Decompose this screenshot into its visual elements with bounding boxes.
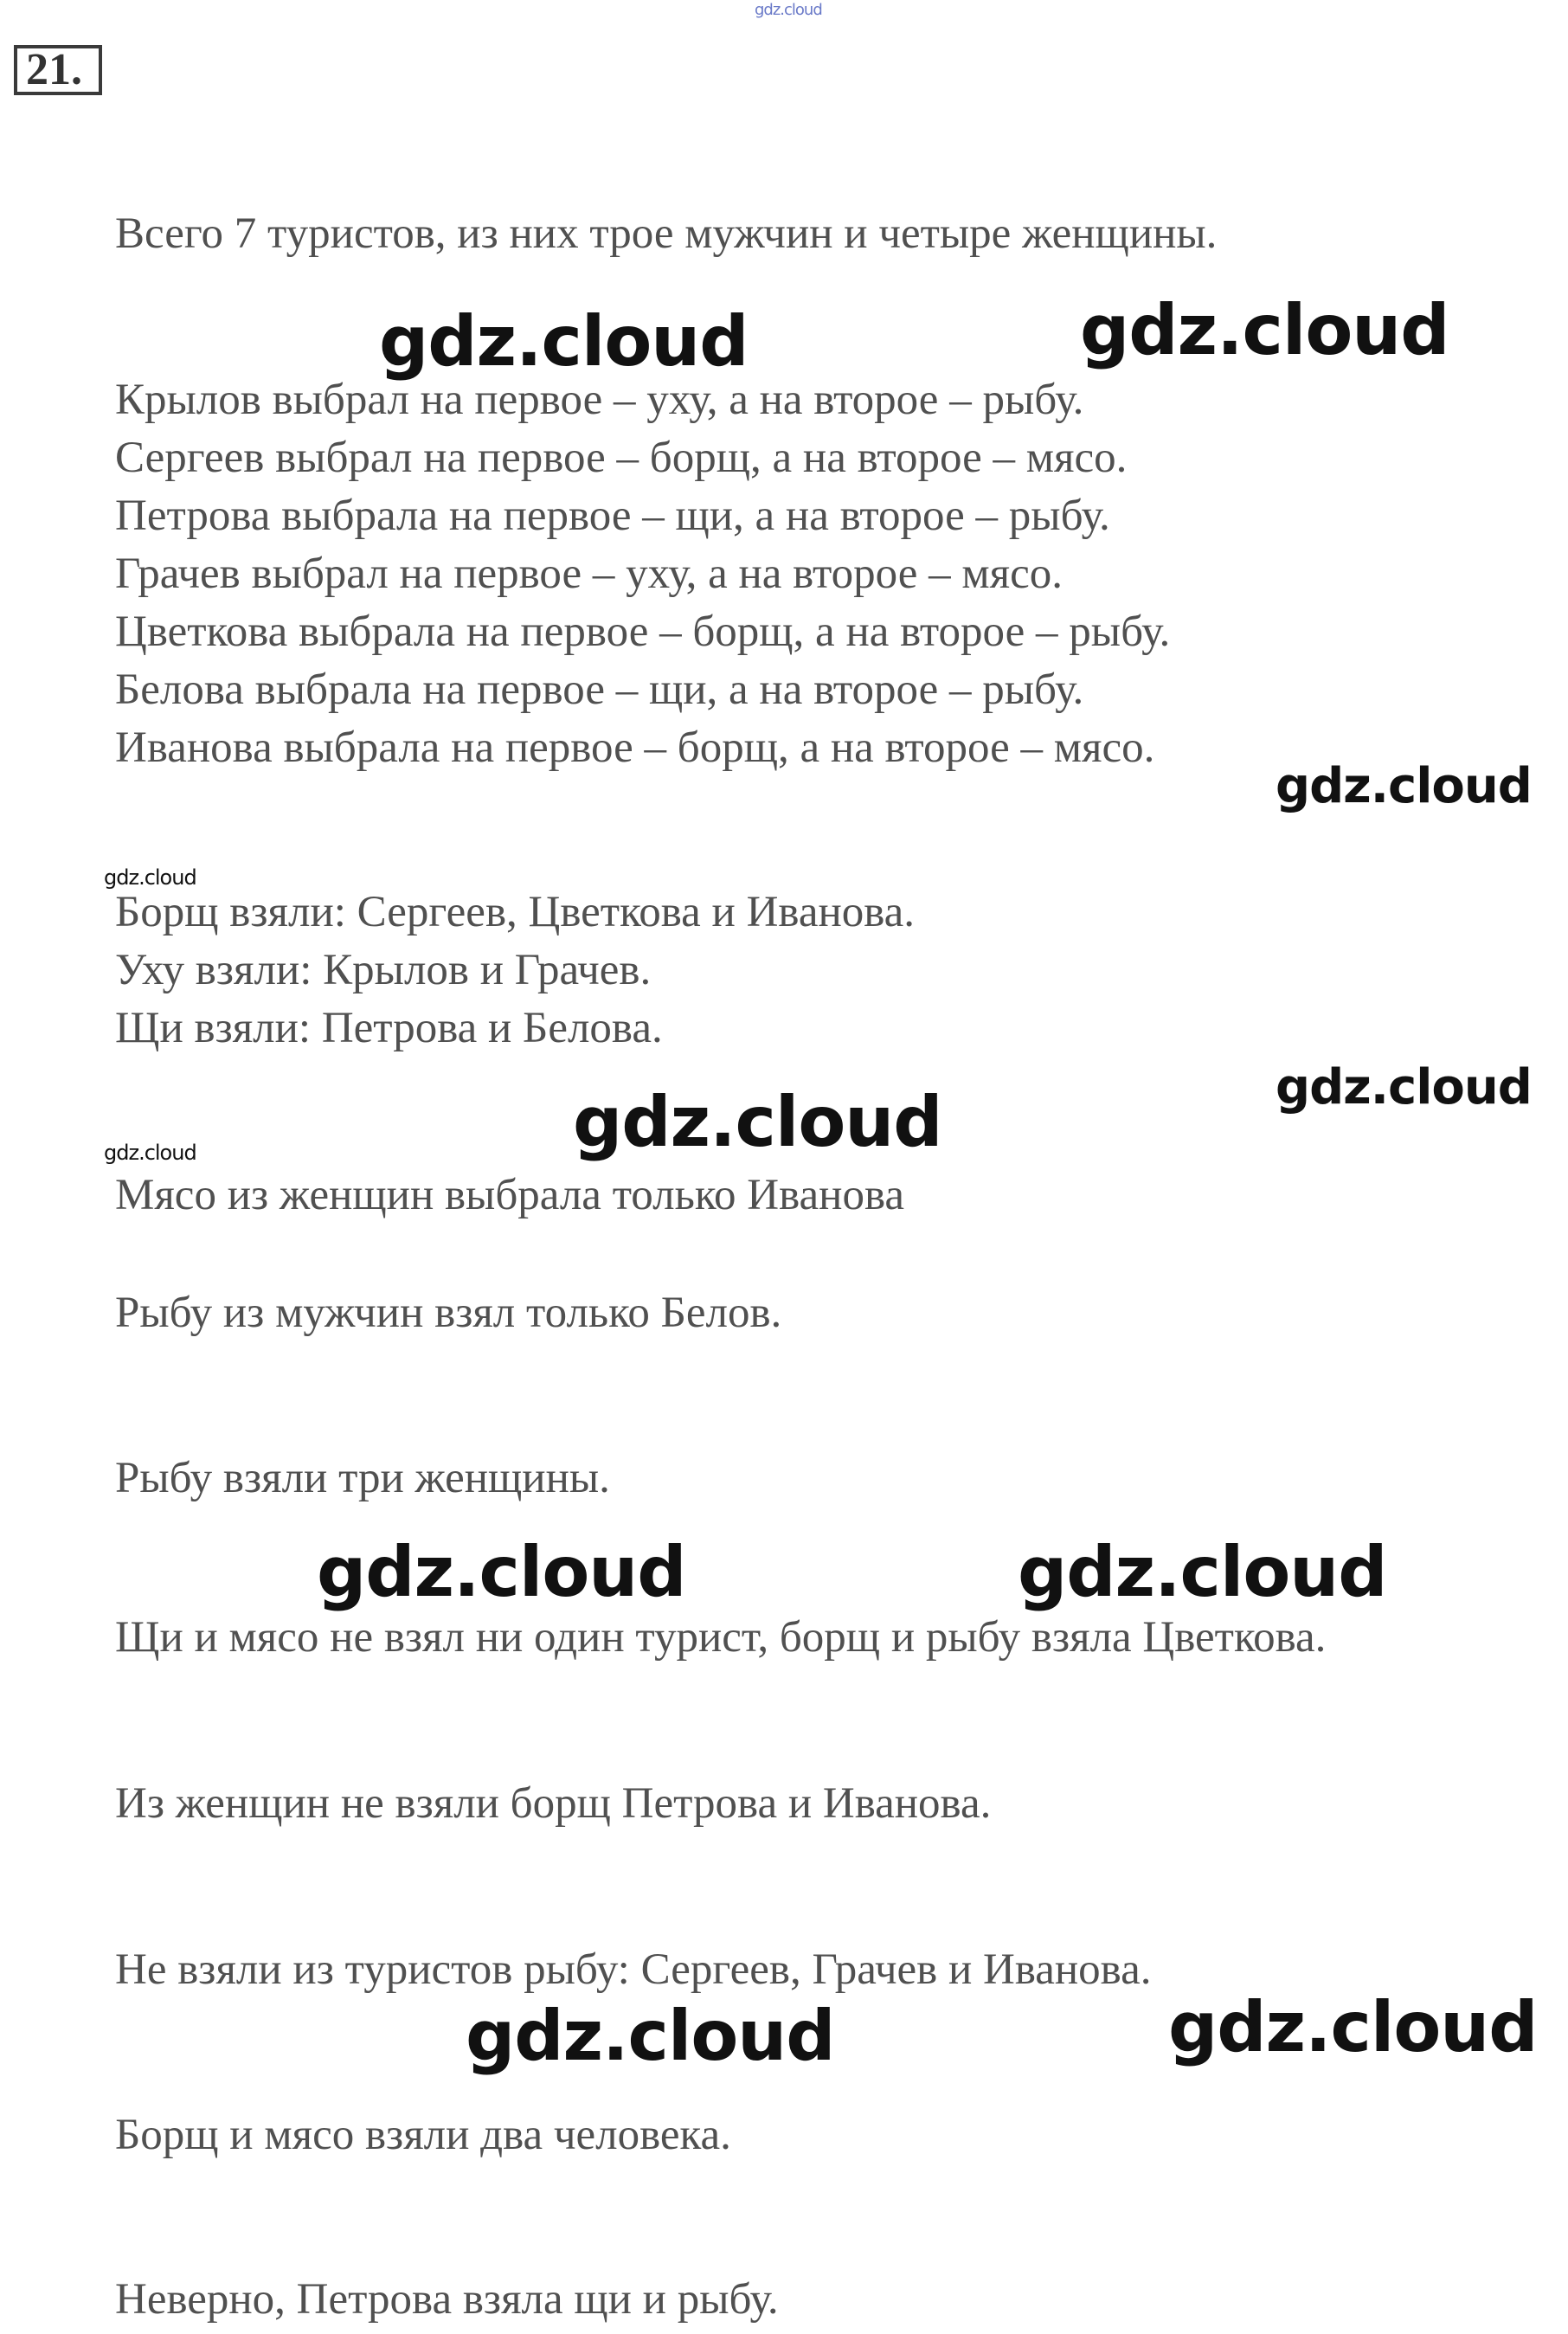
text-line: Из женщин не взяли борщ Петрова и Иванова.	[115, 1779, 992, 1828]
text-line: Грачев выбрал на первое – уху, а на второе – мясо.	[115, 550, 1063, 598]
watermark: gdz.cloud	[573, 1082, 942, 1162]
watermark: gdz.cloud	[104, 865, 196, 890]
text-line: Рыбу из мужчин взял только Белов.	[115, 1289, 782, 1337]
watermark: gdz.cloud	[379, 301, 749, 382]
text-line: Всего 7 туристов, из них трое мужчин и четыре женщины.	[115, 209, 1218, 258]
text-line: Щи взяли: Петрова и Белова.	[115, 1004, 663, 1052]
watermark: gdz.cloud	[466, 1996, 835, 2076]
text-line: Крылов выбрал на первое – уху, а на второе – рыбу.	[115, 376, 1084, 424]
watermark: gdz.cloud	[104, 1141, 196, 1165]
text-line: Борщ и мясо взяли два человека.	[115, 2111, 731, 2159]
text-line: Неверно, Петрова взяла щи и рыбу.	[115, 2275, 779, 2324]
text-line: Белова выбрала на первое – щи, а на второе – рыбу.	[115, 665, 1084, 714]
watermark-top: gdz.cloud	[755, 1, 822, 19]
watermark: gdz.cloud	[1168, 1987, 1538, 2067]
text-line: Рыбу взяли три женщины.	[115, 1454, 610, 1502]
text-line: Иванова выбрала на первое – борщ, а на второе – мясо.	[115, 723, 1155, 772]
watermark: gdz.cloud	[1018, 1532, 1387, 1612]
text-line: Сергеев выбрал на первое – борщ, а на второе – мясо.	[115, 434, 1128, 482]
watermark: gdz.cloud	[317, 1532, 686, 1612]
watermark: gdz.cloud	[1276, 758, 1532, 814]
watermark: gdz.cloud	[1080, 290, 1449, 370]
text-line: Уху взяли: Крылов и Грачев.	[115, 946, 652, 994]
text-line: Щи и мясо не взял ни один турист, борщ и рыбу взяла Цветкова.	[115, 1613, 1327, 1662]
text-line: Мясо из женщин выбрала только Иванова	[115, 1171, 904, 1219]
text-line: Борщ взяли: Сергеев, Цветкова и Иванова.	[115, 888, 916, 936]
task-number: 21.	[14, 45, 102, 95]
watermark: gdz.cloud	[1276, 1059, 1532, 1116]
text-line: Петрова выбрала на первое – щи, а на второе – рыбу.	[115, 492, 1110, 540]
text-line: Не взяли из туристов рыбу: Сергеев, Грачев и Иванова.	[115, 1945, 1152, 1994]
text-line: Цветкова выбрала на первое – борщ, а на второе – рыбу.	[115, 608, 1171, 656]
